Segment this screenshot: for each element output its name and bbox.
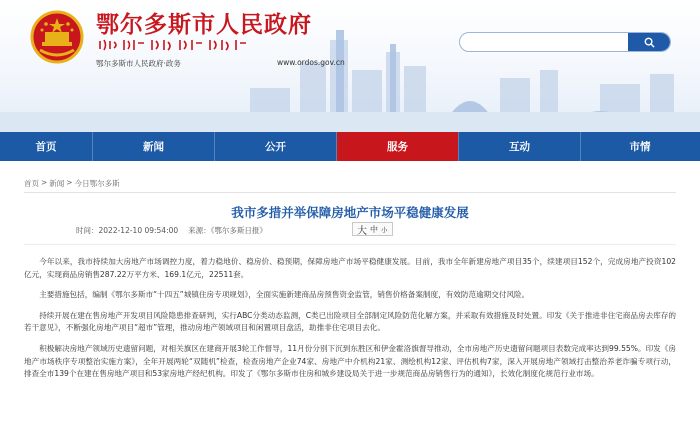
nav-item-home[interactable]: 首页	[35, 141, 57, 153]
article-date: 时间：2022-12-10 09:54:00	[76, 226, 179, 235]
breadcrumb-home[interactable]: 首页	[24, 179, 39, 188]
article-body	[24, 256, 676, 389]
nav-item-service[interactable]: 服务	[337, 132, 458, 161]
article-paragraph: 积极解决房地产领域历史遗留问题，对相关旗区在建商开展3轮工作督导，11月份分别下沉到东胜区和伊金霍洛旗督导推动，全市房地产历史遗留问题项目表数完成率达到99.55%。印发《房地产市场秩序专项整治实施方案》，全年开展两轮“双随机”检查，检查房地产企业74家、房地产中介机构21家、测绘机构12家、评估机构7家，深入开展房地产领域打击整治养老诈骗专项行动，排查全市139个在建在售房地产项目和53家房地产经纪机构。印发了《鄂尔多斯市住房和城乡建设局关于进一步规范商品房销售行为的通知》，长效化制度化规范行业市场。	[24, 343, 676, 379]
nav-item-city-info[interactable]: 市情	[629, 141, 651, 153]
article-meta	[76, 225, 267, 236]
font-size-large-button[interactable]: 大	[357, 225, 367, 237]
search-input[interactable]	[460, 33, 628, 51]
site-header	[0, 0, 700, 132]
nav-item-news[interactable]: 新闻	[143, 141, 164, 153]
nav-item-interact[interactable]: 互动	[509, 141, 530, 153]
divider	[24, 244, 676, 245]
breadcrumb-news[interactable]: 新闻	[49, 179, 65, 188]
article-source: 来源：《鄂尔多斯日报》	[188, 226, 267, 235]
site-url[interactable]: www.ordos.gov.cn	[277, 58, 345, 67]
mongolian-script-logo	[98, 38, 248, 52]
article-paragraph: 持续开展在建在售房地产开发项目风险隐患排查研判，实行ABC分类动态监测，C类已出险项目全部制定风险防范化解方案，并采取有效措施及时处置。印发《关于推进非住宅商品房去库存的若干意见》，不断强化房地产项目“超市”管理，推动房地产领域项目和闲置项目盘活，助推非住宅项目去化。	[24, 310, 676, 333]
font-size-switcher	[352, 222, 393, 236]
nav-item-open[interactable]: 公开	[265, 141, 286, 153]
national-emblem-icon	[30, 10, 84, 64]
article-title: 我市多措并举保障房地产市场平稳健康发展	[231, 205, 469, 220]
breadcrumb	[24, 178, 120, 189]
article-paragraph: 今年以来，我市持续加大房地产市场调控力度，着力稳地价、稳房价、稳预期，保障房地产市场平稳健康发展。目前，我市全年新建房地产项目35个，续建项目152个，完成房地产投资102亿元，实现商品房销售287.22万平方米、169.1亿元，22511套。	[24, 257, 676, 279]
font-size-medium-button[interactable]: 中	[370, 224, 378, 234]
main-nav	[0, 132, 700, 161]
search-icon	[644, 37, 655, 48]
site-title[interactable]: 鄂尔多斯市人民政府	[96, 12, 312, 38]
site-subtitle: 鄂尔多斯市人民政府·政务	[96, 59, 181, 68]
search-button[interactable]	[628, 33, 670, 51]
divider	[24, 192, 676, 193]
breadcrumb-today-ordos[interactable]: 今日鄂尔多斯	[74, 179, 120, 188]
breadcrumb-separator: >	[41, 178, 48, 187]
breadcrumb-separator: >	[66, 178, 73, 187]
article-paragraph: 主要措施包括，编制《鄂尔多斯市“十四五”城镇住房专项规划》，全面实施新建商品房预售资金监管，销售价格备案制度，有效防范逾期交付风险。	[39, 290, 530, 300]
font-size-small-button[interactable]: 小	[381, 225, 388, 234]
search-box	[459, 32, 671, 52]
